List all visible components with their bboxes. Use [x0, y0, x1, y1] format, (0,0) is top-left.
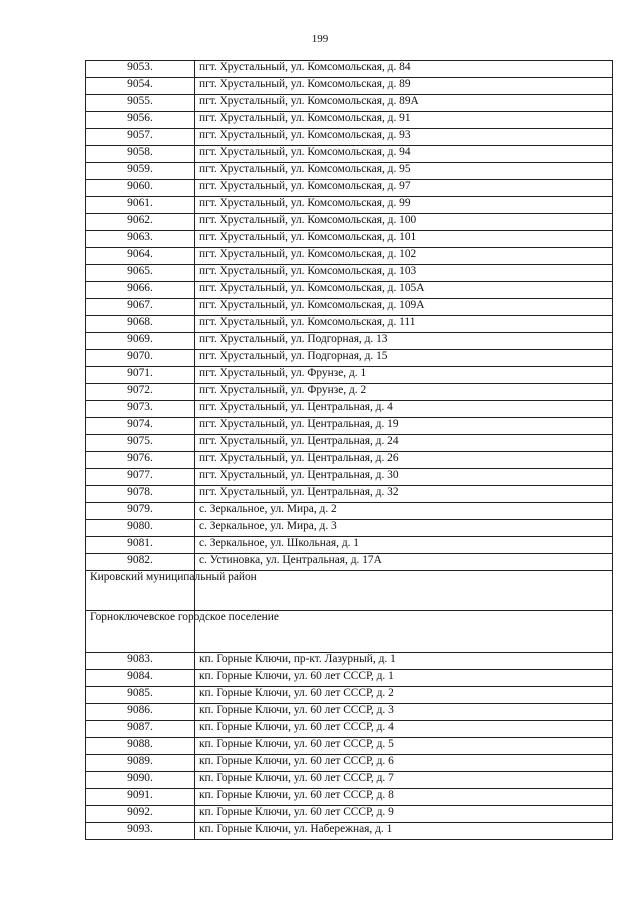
row-address: кп. Горные Ключи, пр-кт. Лазурный, д. 1: [195, 653, 613, 670]
row-number: 9065.: [86, 265, 195, 282]
row-address: кп. Горные Ключи, ул. 60 лет СССР, д. 1: [195, 670, 613, 687]
table-row: [86, 772, 613, 789]
row-number: 9089.: [86, 755, 195, 772]
row-number: 9078.: [86, 486, 195, 503]
table-row: [86, 214, 613, 231]
row-number: 9082.: [86, 554, 195, 571]
table-body-after: [86, 653, 613, 840]
row-address: пгт. Хрустальный, ул. Комсомольская, д. 109А: [195, 299, 613, 316]
row-address: с. Зеркальное, ул. Мира, д. 2: [195, 503, 613, 520]
address-registry-table: [85, 60, 613, 840]
table-body-before: [86, 61, 613, 571]
row-number: 9067.: [86, 299, 195, 316]
table-row: [86, 61, 613, 78]
row-number: 9072.: [86, 384, 195, 401]
row-address: пгт. Хрустальный, ул. Фрунзе, д. 2: [195, 384, 613, 401]
row-number: 9074.: [86, 418, 195, 435]
table-row: [86, 806, 613, 823]
row-address: пгт. Хрустальный, ул. Комсомольская, д. 105А: [195, 282, 613, 299]
row-address: пгт. Хрустальный, ул. Центральная, д. 32: [195, 486, 613, 503]
row-number: 9059.: [86, 163, 195, 180]
row-address: пгт. Хрустальный, ул. Центральная, д. 4: [195, 401, 613, 418]
table-row: [86, 197, 613, 214]
row-number: 9092.: [86, 806, 195, 823]
row-address: пгт. Хрустальный, ул. Центральная, д. 26: [195, 452, 613, 469]
row-number: 9054.: [86, 78, 195, 95]
row-number: 9080.: [86, 520, 195, 537]
row-number: 9064.: [86, 248, 195, 265]
row-number: 9088.: [86, 738, 195, 755]
section-row-district: [86, 571, 613, 611]
table-row: [86, 537, 613, 554]
table-row: [86, 554, 613, 571]
table-row: [86, 789, 613, 806]
table-row: [86, 452, 613, 469]
row-number: 9069.: [86, 333, 195, 350]
row-number: 9053.: [86, 61, 195, 78]
settlement-label: Горноключевское городское поселение: [86, 611, 195, 653]
table-row: [86, 738, 613, 755]
row-number: 9075.: [86, 435, 195, 452]
row-address: пгт. Хрустальный, ул. Подгорная, д. 15: [195, 350, 613, 367]
row-address: пгт. Хрустальный, ул. Комсомольская, д. 111: [195, 316, 613, 333]
table-row: [86, 333, 613, 350]
row-address: кп. Горные Ключи, ул. 60 лет СССР, д. 2: [195, 687, 613, 704]
row-address: пгт. Хрустальный, ул. Комсомольская, д. 100: [195, 214, 613, 231]
row-number: 9084.: [86, 670, 195, 687]
row-address: пгт. Хрустальный, ул. Центральная, д. 30: [195, 469, 613, 486]
row-number: 9063.: [86, 231, 195, 248]
row-address: кп. Горные Ключи, ул. 60 лет СССР, д. 9: [195, 806, 613, 823]
table-row: [86, 316, 613, 333]
row-address: с. Зеркальное, ул. Школьная, д. 1: [195, 537, 613, 554]
row-number: 9073.: [86, 401, 195, 418]
row-address: пгт. Хрустальный, ул. Комсомольская, д. 89А: [195, 95, 613, 112]
table-row: [86, 367, 613, 384]
table-row: [86, 486, 613, 503]
table-row: [86, 95, 613, 112]
row-number: 9093.: [86, 823, 195, 840]
row-number: 9083.: [86, 653, 195, 670]
table-row: [86, 248, 613, 265]
row-number: 9056.: [86, 112, 195, 129]
table-row: [86, 129, 613, 146]
table-row: [86, 520, 613, 537]
row-address: пгт. Хрустальный, ул. Центральная, д. 24: [195, 435, 613, 452]
row-number: 9076.: [86, 452, 195, 469]
row-number: 9081.: [86, 537, 195, 554]
row-address: пгт. Хрустальный, ул. Комсомольская, д. 103: [195, 265, 613, 282]
table-row: [86, 180, 613, 197]
row-address: пгт. Хрустальный, ул. Подгорная, д. 13: [195, 333, 613, 350]
row-address: с. Зеркальное, ул. Мира, д. 3: [195, 520, 613, 537]
row-number: 9062.: [86, 214, 195, 231]
table-row: [86, 78, 613, 95]
row-number: 9055.: [86, 95, 195, 112]
row-number: 9079.: [86, 503, 195, 520]
table-row: [86, 653, 613, 670]
row-address: с. Устиновка, ул. Центральная, д. 17А: [195, 554, 613, 571]
row-address: пгт. Хрустальный, ул. Комсомольская, д. 101: [195, 231, 613, 248]
row-number: 9091.: [86, 789, 195, 806]
row-address: пгт. Хрустальный, ул. Комсомольская, д. 95: [195, 163, 613, 180]
row-address: пгт. Хрустальный, ул. Комсомольская, д. 91: [195, 112, 613, 129]
table-row: [86, 146, 613, 163]
table-row: [86, 755, 613, 772]
table-row: [86, 704, 613, 721]
row-address: кп. Горные Ключи, ул. 60 лет СССР, д. 5: [195, 738, 613, 755]
row-number: 9066.: [86, 282, 195, 299]
row-number: 9058.: [86, 146, 195, 163]
row-address: пгт. Хрустальный, ул. Фрунзе, д. 1: [195, 367, 613, 384]
row-address: кп. Горные Ключи, ул. 60 лет СССР, д. 4: [195, 721, 613, 738]
row-address: кп. Горные Ключи, ул. 60 лет СССР, д. 6: [195, 755, 613, 772]
page-number: 199: [311, 33, 329, 45]
row-number: 9085.: [86, 687, 195, 704]
row-address: кп. Горные Ключи, ул. 60 лет СССР, д. 3: [195, 704, 613, 721]
row-number: 9090.: [86, 772, 195, 789]
row-number: 9057.: [86, 129, 195, 146]
row-address: кп. Горные Ключи, ул. 60 лет СССР, д. 8: [195, 789, 613, 806]
row-number: 9070.: [86, 350, 195, 367]
row-address: пгт. Хрустальный, ул. Комсомольская, д. 97: [195, 180, 613, 197]
row-number: 9060.: [86, 180, 195, 197]
table-row: [86, 299, 613, 316]
row-number: 9071.: [86, 367, 195, 384]
table-row: [86, 418, 613, 435]
row-address: пгт. Хрустальный, ул. Центральная, д. 19: [195, 418, 613, 435]
table-row: [86, 384, 613, 401]
row-address: пгт. Хрустальный, ул. Комсомольская, д. 99: [195, 197, 613, 214]
table-row: [86, 401, 613, 418]
row-number: 9068.: [86, 316, 195, 333]
table-row: [86, 163, 613, 180]
table-row: [86, 231, 613, 248]
district-empty-cell: [195, 571, 613, 611]
row-number: 9087.: [86, 721, 195, 738]
district-label: Кировский муниципальный район: [86, 571, 195, 611]
table-row: [86, 670, 613, 687]
row-number: 9086.: [86, 704, 195, 721]
row-number: 9077.: [86, 469, 195, 486]
table-row: [86, 435, 613, 452]
row-number: 9061.: [86, 197, 195, 214]
table-row: [86, 282, 613, 299]
row-address: пгт. Хрустальный, ул. Комсомольская, д. 84: [195, 61, 613, 78]
table-row: [86, 265, 613, 282]
table-row: [86, 721, 613, 738]
row-address: пгт. Хрустальный, ул. Комсомольская, д. 93: [195, 129, 613, 146]
table-row: [86, 112, 613, 129]
table-body-sections: [86, 571, 613, 653]
table-row: [86, 350, 613, 367]
row-address: пгт. Хрустальный, ул. Комсомольская, д. 94: [195, 146, 613, 163]
row-address: пгт. Хрустальный, ул. Комсомольская, д. 102: [195, 248, 613, 265]
table-row: [86, 687, 613, 704]
row-address: кп. Горные Ключи, ул. 60 лет СССР, д. 7: [195, 772, 613, 789]
table-row: [86, 503, 613, 520]
table-row: [86, 823, 613, 840]
row-address: кп. Горные Ключи, ул. Набережная, д. 1: [195, 823, 613, 840]
row-address: пгт. Хрустальный, ул. Комсомольская, д. 89: [195, 78, 613, 95]
table-row: [86, 469, 613, 486]
section-row-settlement: [86, 611, 613, 653]
